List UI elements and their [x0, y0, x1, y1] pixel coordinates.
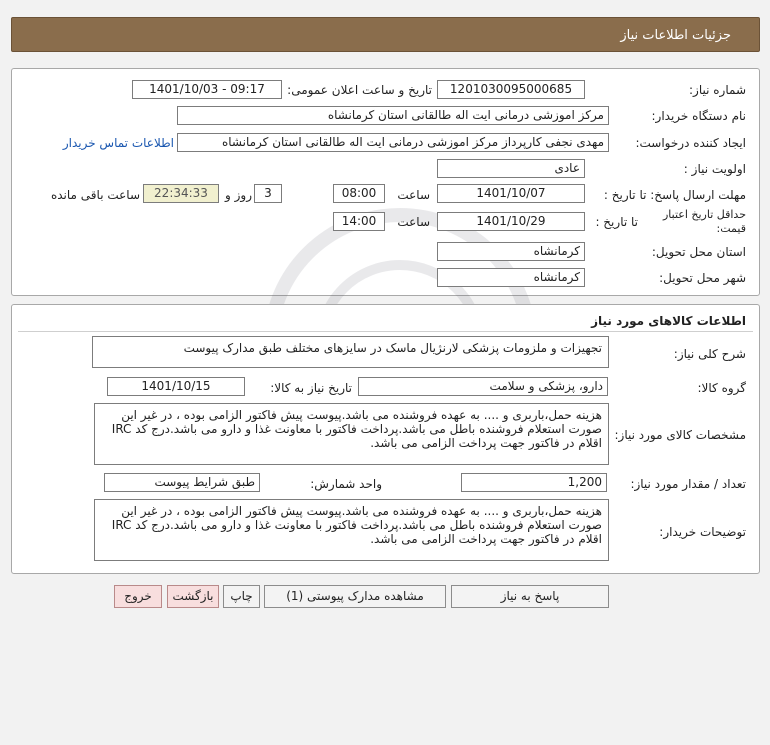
goods-group-label: گروه کالا:: [697, 381, 746, 395]
priority-label: اولویت نیاز :: [683, 162, 746, 176]
price-validity-label-line1: حداقل تاریخ اعتبار: [662, 208, 746, 221]
unit-field: طبق شرایط پیوست: [104, 473, 260, 492]
general-desc-label: شرح کلی نیاز:: [673, 347, 746, 361]
buyer-notes-field: هزینه حمل،باربری و .... به عهده فروشنده می باشد.پیوست پیش فاکتور الزامی بوده ، در غیر این صورت استعلام فروشنده باطل می باشد.پرداخت فاکتور با معاونت غذا و دارو می باشد.درج کد IRC اقلام در فاکتور جهت پرداخت الزامی می باشد.: [94, 499, 609, 561]
priority-field: عادی: [437, 159, 585, 178]
need-number-field: 1201030095000685: [437, 80, 585, 99]
view-attachments-button[interactable]: مشاهده مدارک پیوستی (1): [264, 585, 446, 608]
buyer-org-label: نام دستگاه خریدار:: [651, 109, 746, 123]
delivery-city-field: کرمانشاه: [437, 268, 585, 287]
announce-datetime-field: 1401/10/03 - 09:17: [132, 80, 282, 99]
buyer-contact-link[interactable]: اطلاعات تماس خریدار: [62, 136, 174, 150]
reply-deadline-time-field: 08:00: [333, 184, 385, 203]
reply-deadline-label: مهلت ارسال پاسخ: تا تاریخ :: [603, 188, 746, 202]
specs-field: هزینه حمل،باربری و .... به عهده فروشنده می باشد.پیوست پیش فاکتور الزامی بوده ، در غیر این صورت استعلام فروشنده باطل می باشد.پرداخت فاکتور با معاونت غذا و دارو می باشد.درج کد IRC اقلام در فاکتور جهت پرداخت الزامی می باشد.: [94, 403, 609, 465]
print-button[interactable]: چاپ: [223, 585, 260, 608]
need-date-field: 1401/10/15: [107, 377, 245, 396]
page-header: [11, 17, 760, 52]
need-number-label: شماره نیاز:: [689, 83, 746, 97]
quantity-label: تعداد / مقدار مورد نیاز:: [630, 477, 746, 491]
quantity-field: 1,200: [461, 473, 607, 492]
goods-group-field: دارو، پزشکی و سلامت: [358, 377, 608, 396]
exit-button[interactable]: خروج: [114, 585, 162, 608]
goods-section-title: اطلاعات کالاهای مورد نیاز: [591, 314, 746, 328]
price-validity-date-field: 1401/10/29: [437, 212, 585, 231]
remaining-time-label: ساعت باقی مانده: [50, 188, 140, 202]
need-info-panel: [11, 68, 760, 296]
general-desc-field: تجهیزات و ملزومات پزشکی لارنژیال ماسک در سایزهای مختلف طبق مدارک پیوست: [92, 336, 609, 368]
unit-label: واحد شمارش:: [310, 477, 382, 491]
price-validity-time-label: ساعت: [397, 215, 430, 229]
requester-field: مهدی نجفی کارپرداز مرکز اموزشی درمانی ایت اله طالقانی استان کرمانشاه: [177, 133, 609, 152]
remaining-days-field: 3: [254, 184, 282, 203]
reply-to-need-button[interactable]: پاسخ به نیاز: [451, 585, 609, 608]
page-title: جزئیات اطلاعات نیاز: [620, 28, 731, 43]
price-validity-to-date-label: تا تاریخ :: [595, 215, 638, 229]
requester-label: ایجاد کننده درخواست:: [635, 136, 746, 150]
need-date-label: تاریخ نیاز به کالا:: [270, 381, 352, 395]
goods-section-divider: [18, 331, 753, 332]
buyer-org-field: مرکز اموزشی درمانی ایت اله طالقانی استان کرمانشاه: [177, 106, 609, 125]
delivery-province-field: کرمانشاه: [437, 242, 585, 261]
back-button[interactable]: بازگشت: [167, 585, 219, 608]
delivery-city-label: شهر محل تحویل:: [659, 271, 746, 285]
specs-label: مشخصات کالای مورد نیاز:: [614, 428, 746, 442]
remaining-time-field: 22:34:33: [143, 184, 219, 203]
price-validity-label-line2: قیمت:: [716, 222, 746, 235]
remaining-days-label: روز و: [225, 188, 252, 202]
reply-deadline-time-label: ساعت: [397, 188, 430, 202]
price-validity-time-field: 14:00: [333, 212, 385, 231]
reply-deadline-date-field: 1401/10/07: [437, 184, 585, 203]
announce-datetime-label: تاریخ و ساعت اعلان عمومی:: [287, 83, 432, 97]
delivery-province-label: استان محل تحویل:: [651, 245, 746, 259]
buyer-notes-label: توضیحات خریدار:: [659, 525, 746, 539]
